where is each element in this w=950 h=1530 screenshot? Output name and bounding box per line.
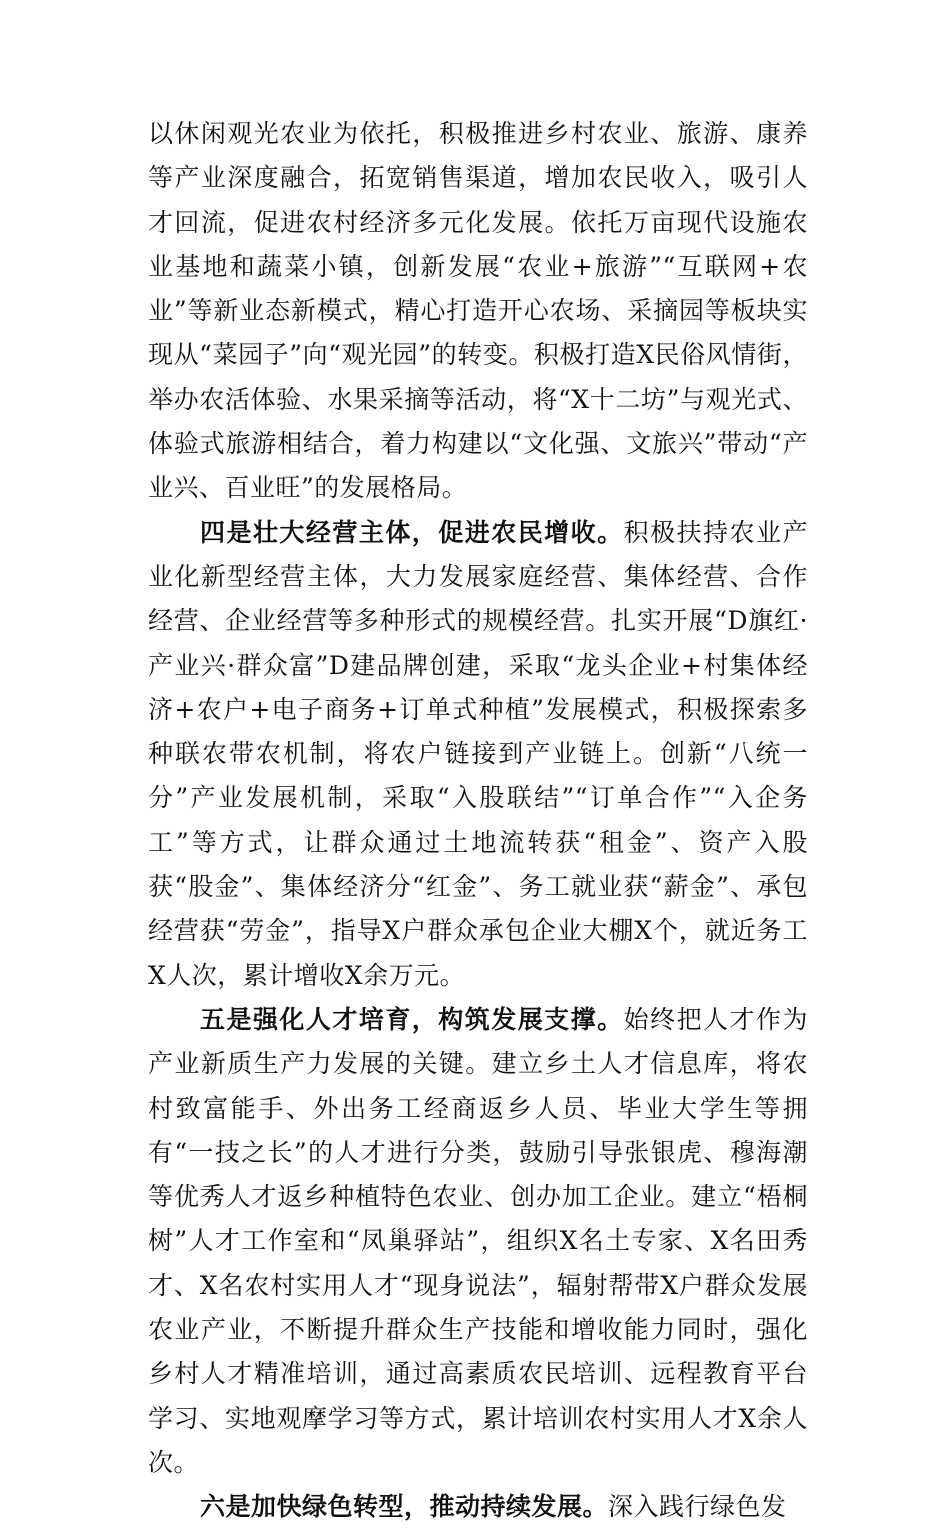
paragraph-4-text: 深入践行绿色发	[608, 1492, 787, 1522]
paragraph-4-lead: 六是加快绿色转型，推动持续发展。	[200, 1492, 609, 1522]
document-body	[148, 112, 808, 1530]
paragraph-3-text: 始终把人才作为产业新质生产力发展的关键。建立乡土人才信息库，将农村致富能手、外出务工经商返乡人员、毕业大学生等拥有“一技之长”的人才进行分类，鼓励引导张银虎、穆海潮等优秀人才返乡种植特色农业、创办加工企业。建立“梧桐树”人才工作室和“凤巢驿站”，组织X名土专家、X名田秀才、X名农村实用人才“现身说法”，辐射帮带X户群众发展农业产业，不断提升群众生产技能和增收能力同时，强化乡村人才精准培训，通过高素质农民培训、远程教育平台学习、实地观摩学习等方式，累计培训农村实用人才X余人次。	[148, 1004, 808, 1477]
paragraph-1-text: 以休闲观光农业为依托，积极推进乡村农业、旅游、康养等产业深度融合，拓宽销售渠道，增加农民收入，吸引人才回流，促进农村经济多元化发展。依托万亩现代设施农业基地和蔬菜小镇，创新发展“农业+旅游”“互联网+农业”等新业态新模式，精心打造开心农场、采摘园等板块实现从“菜园子”向“观光园”的转变。积极打造X民俗风情街，举办农活体验、水果采摘等活动，将“X十二坊”与观光式、体验式旅游相结合，着力构建以“文化强、文旅兴”带动“产业兴、百业旺”的发展格局。	[148, 119, 808, 503]
paragraph-2	[148, 511, 808, 998]
paragraph-4	[148, 1485, 808, 1529]
paragraph-1	[148, 112, 808, 511]
paragraph-2-text: 积极扶持农业产业化新型经营主体，大力发展家庭经营、集体经营、合作经营、企业经营等多种形式的规模经营。扎实开展“D旗红·产业兴·群众富”D建品牌创建，采取“龙头企业+村集体经济+农户+电子商务+订单式种植”发展模式，积极探索多种联农带农机制，将农户链接到产业链上。创新“八统一分”产业发展机制，采取“入股联结”“订单合作”“入企务工”等方式，让群众通过土地流转获“租金”、资产入股获“股金”、集体经济分“红金”、务工就业获“薪金”、承包经营获“劳金”，指导X户群众承包企业大棚X个，就近务工X人次，累计增收X余万元。	[148, 517, 808, 990]
paragraph-2-lead: 四是壮大经营主体，促进农民增收。	[200, 517, 624, 547]
paragraph-3	[148, 998, 808, 1485]
paragraph-3-lead: 五是强化人才培育，构筑发展支撑。	[200, 1004, 624, 1034]
